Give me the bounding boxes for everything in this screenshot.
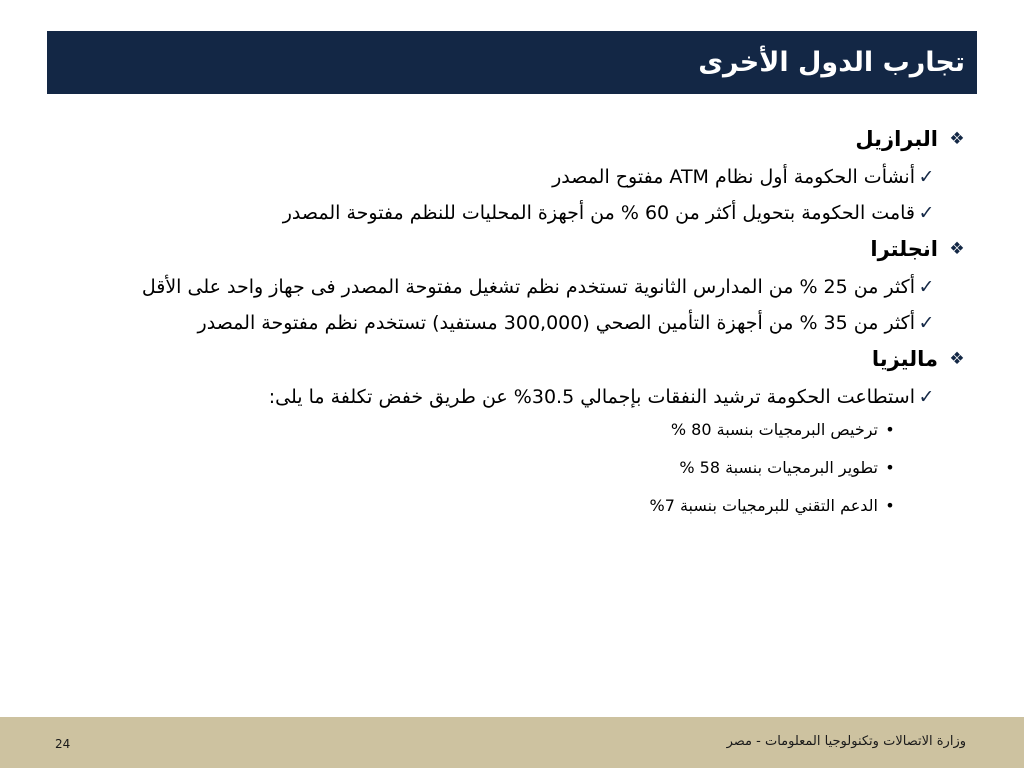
slide-content [60,124,976,532]
sub-list-item-text: تطوير البرمجيات بنسبة 58 % [679,458,878,477]
sub-list-item-text: الدعم التقني للبرمجيات بنسبة 7% [649,496,878,515]
section-heading-malaysia [60,344,976,374]
slide-footer [0,717,1024,768]
sub-list-item [60,456,902,480]
diamond-bullet-icon: ❖ [949,129,965,149]
section-heading-england [60,234,976,264]
checkmark-icon: ✓ [918,276,935,298]
list-item [60,272,976,302]
list-item-text: استطاعت الحكومة ترشيد النفقات بإجمالي 30.5% عن طريق خفض تكلفة ما يلى: [268,386,915,408]
sub-list-item [60,494,902,518]
checkmark-icon: ✓ [918,166,935,188]
round-bullet-icon: • [885,458,895,477]
list-item-text: أكثر من 25 % من المدارس الثانوية تستخدم نظم تشغيل مفتوحة المصدر فى جهاز واحد على الأقل [141,276,915,298]
sub-list-item-text: ترخيص البرمجيات بنسبة 80 % [670,420,878,439]
checkmark-icon: ✓ [918,386,935,408]
diamond-bullet-icon: ❖ [949,239,965,259]
checkmark-icon: ✓ [918,312,935,334]
section-heading-text: انجلترا [870,237,938,261]
section-heading-text: ماليزيا [871,347,938,371]
sub-list-item [60,418,902,442]
page-number: 24 [55,737,71,751]
section-heading-brazil [60,124,976,154]
list-item-text: أكثر من 35 % من أجهزة التأمين الصحي (300,000 مستفيد) تستخدم نظم مفتوحة المصدر [197,312,915,334]
footer-ministry-text: وزارة الاتصالات وتكنولوجيا المعلومات - مصر [726,734,966,749]
checkmark-icon: ✓ [918,202,935,224]
round-bullet-icon: • [885,496,895,515]
diamond-bullet-icon: ❖ [949,349,965,369]
section-heading-text: البرازيل [855,127,938,151]
slide-title: تجارب الدول الأخرى [698,47,965,78]
list-item [60,382,976,412]
list-item [60,308,976,338]
slide-title-bar [47,31,977,94]
list-item-text: أنشأت الحكومة أول نظام ATM مفتوح المصدر [552,166,915,188]
list-item-text: قامت الحكومة بتحويل أكثر من 60 % من أجهزة المحليات للنظم مفتوحة المصدر [282,202,915,224]
list-item [60,198,976,228]
round-bullet-icon: • [885,420,895,439]
list-item [60,162,976,192]
